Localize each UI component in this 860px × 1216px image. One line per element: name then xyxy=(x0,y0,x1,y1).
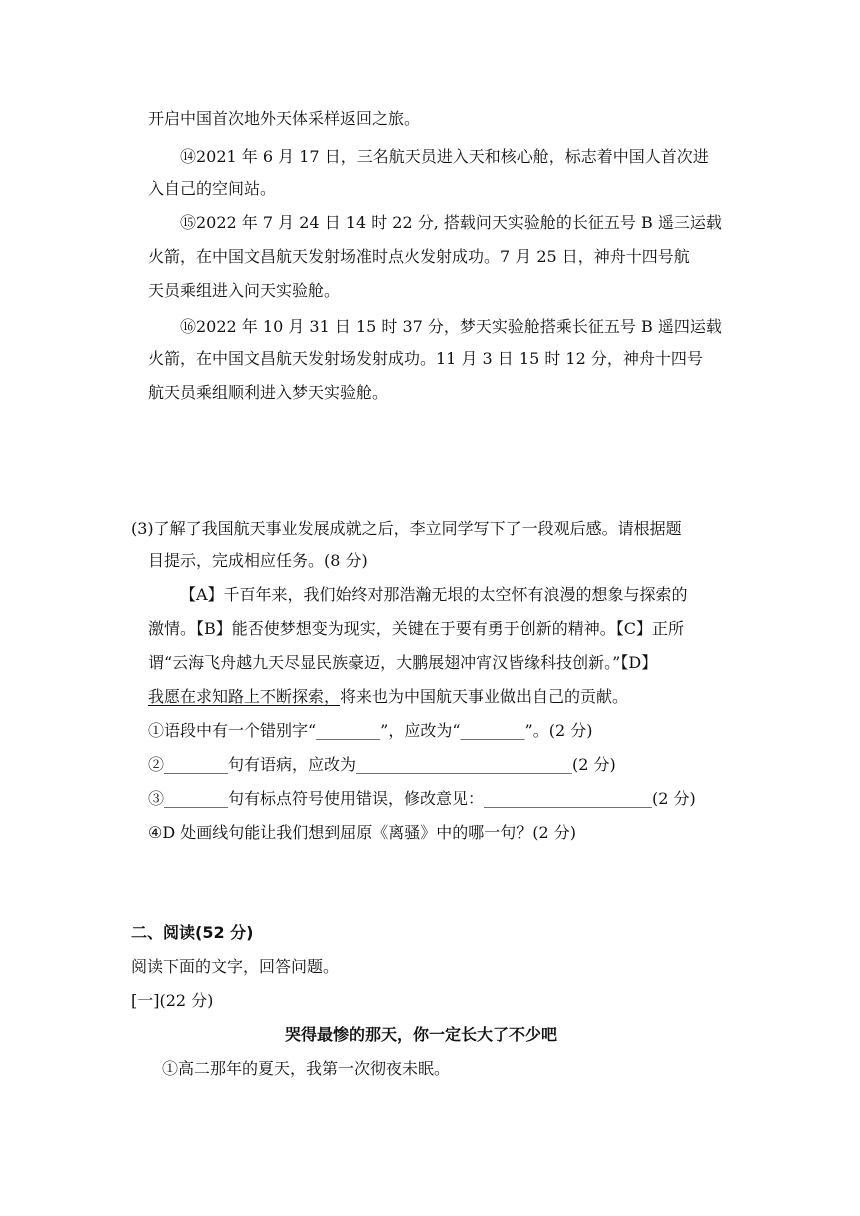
task-2: ②________句有语病，应改为___________________________(2 分) xyxy=(148,755,616,774)
paragraph-16-line: 航天员乘组顺利进入梦天实验舱。 xyxy=(148,383,389,402)
paragraph-16-line: 火箭，在中国文昌航天发射场发射成功。11 月 3 日 15 时 12 分，神舟十四号 xyxy=(148,349,703,368)
paragraph-14-line: ⑭2021 年 6 月 17 日，三名航天员进入天和核心舱，标志着中国人首次进 xyxy=(180,147,709,166)
essay-line-rest: 将来也为中国航天事业做出自己的贡献。 xyxy=(340,687,629,706)
task-4: ④D 处画线句能让我们想到屈原《离骚》中的哪一句？(2 分) xyxy=(148,823,577,842)
essay-line: 【A】千百年来，我们始终对那浩瀚无垠的太空怀有浪漫的想象与探索的 xyxy=(180,585,688,604)
essay-line-d xyxy=(148,686,628,708)
part-label: [一](22 分) xyxy=(131,991,214,1010)
task-3: ③________句有标点符号使用错误，修改意见：_____________________(2 分) xyxy=(148,789,696,808)
paragraph-15-line: 天员乘组进入问天实验舱。 xyxy=(148,281,341,300)
essay-line: 谓“云海飞舟越九天尽显民族豪迈，大鹏展翅冲宵汉皆缘科技创新。”【D】 xyxy=(148,653,658,672)
section-heading: 二、阅读(52 分) xyxy=(131,923,254,942)
task-1: ①语段中有一个错别字“________”，应改为“________”。(2 分) xyxy=(148,721,593,740)
paragraph-15-line: 火箭，在中国文昌航天发射场准时点火发射成功。7 月 25 日，神舟十四号航 xyxy=(148,247,690,266)
paragraph-15-line: ⑮2022 年 7 月 24 日 14 时 22 分, 搭载问天实验舱的长征五号 B 遥三运载 xyxy=(180,213,722,232)
paragraph-14-line: 入自己的空间站。 xyxy=(148,179,277,198)
question-3-intro: (3)了解了我国航天事业发展成就之后，李立同学写下了一段观后感。请根据题 xyxy=(131,519,682,538)
article-paragraph: ①高二那年的夏天，我第一次彻夜未眠。 xyxy=(162,1059,451,1078)
article-title: 哭得最惨的那天，你一定长大了不少吧 xyxy=(285,1025,558,1044)
question-3-intro: 目提示，完成相应任务。(8 分) xyxy=(148,551,368,570)
passage-line: 开启中国首次地外天体采样返回之旅。 xyxy=(148,109,421,128)
underlined-sentence-d: 我愿在求知路上不断探索， xyxy=(148,687,341,706)
paragraph-16-line: ⑯2022 年 10 月 31 日 15 时 37 分，梦天实验舱搭乘长征五号 B 遥四运载 xyxy=(180,317,722,336)
section-instruction: 阅读下面的文字，回答问题。 xyxy=(131,957,340,976)
essay-line: 激情。【B】能否使梦想变为现实，关键在于要有勇于创新的精神。【C】正所 xyxy=(148,619,685,638)
